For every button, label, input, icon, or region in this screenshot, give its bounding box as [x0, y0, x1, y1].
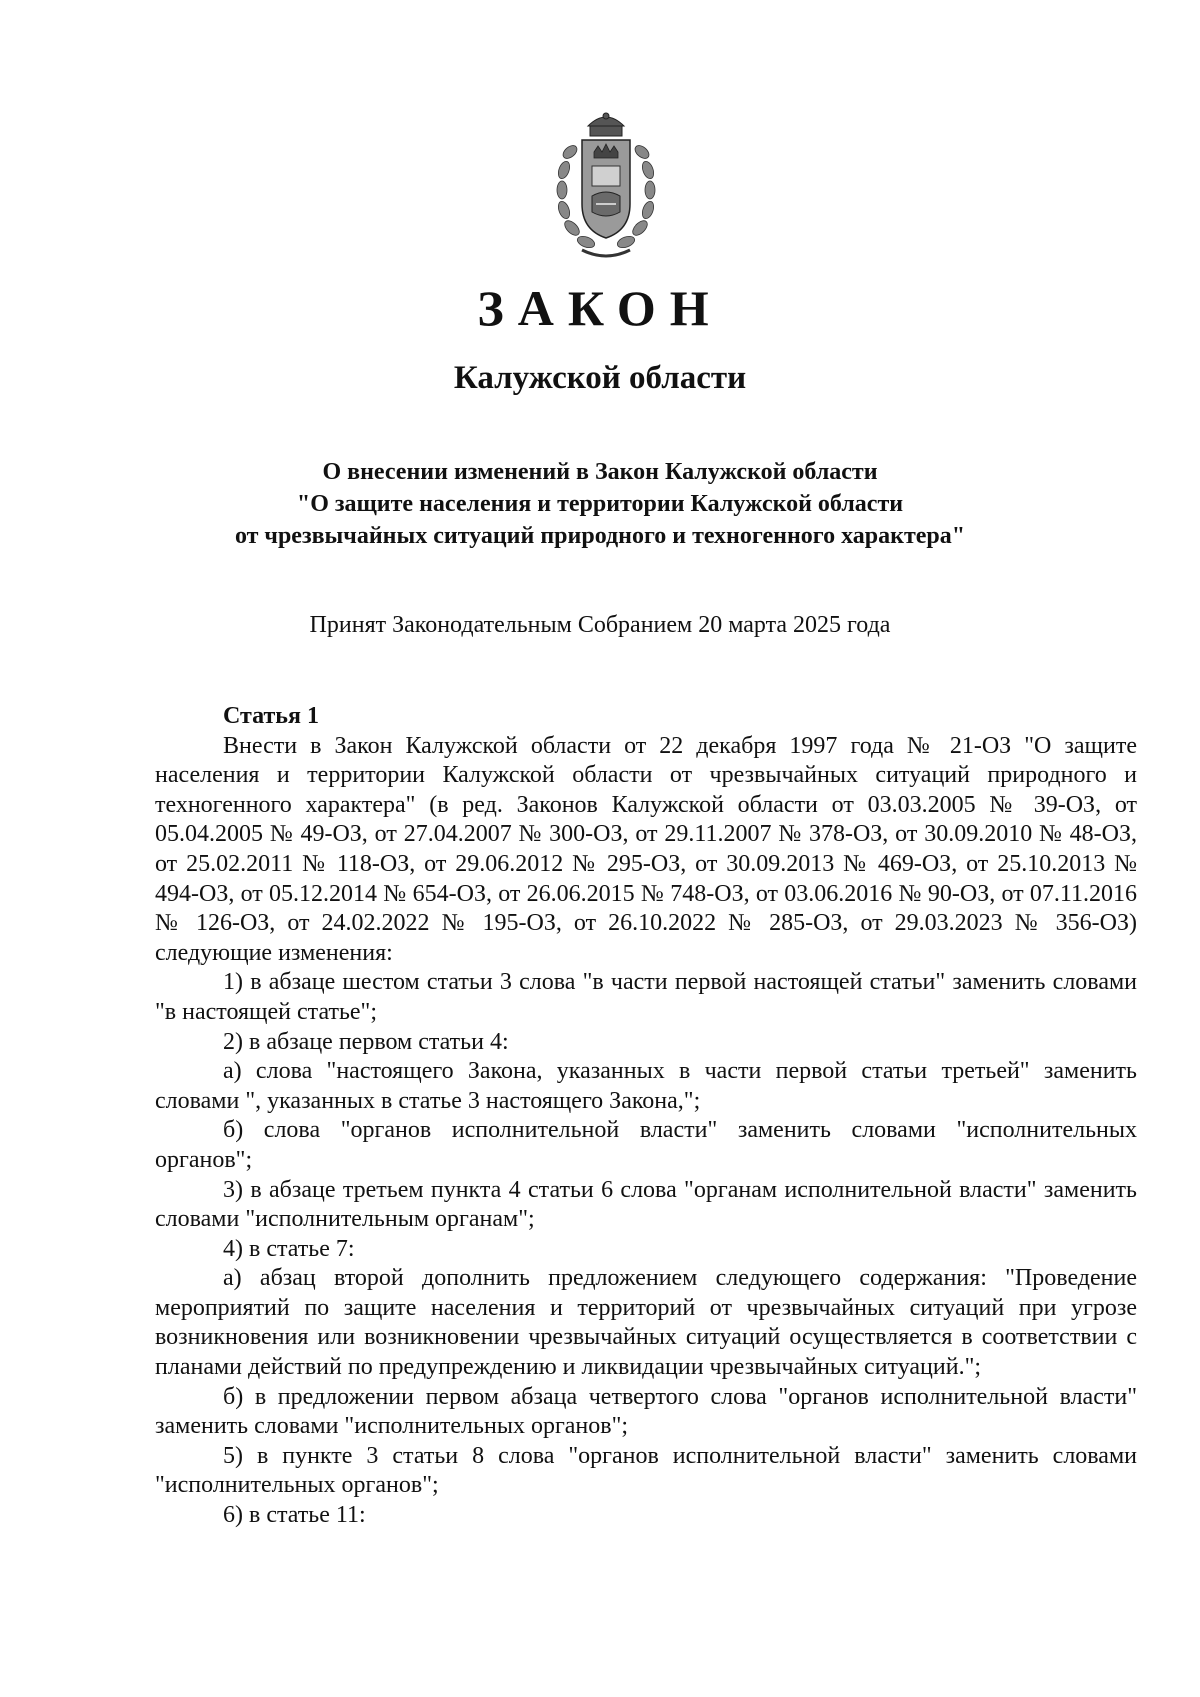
article-paragraph: Внести в Закон Калужской области от 22 декабря 1997 года № 21-ОЗ "О защите населения и территории Калужской области от чрезвычайных ситуаций природного и техногенного характера" (в ред. Законов Калужской области от 03.03.2005 № 39-ОЗ, от 05.04.2005 № 49-ОЗ, от 27.04.2007 № 300-ОЗ, от 29.11.2007 № 378-ОЗ, от 30.09.2010 № 48-ОЗ, от 25.02.2011 № 118-ОЗ, от 29.06.2012 № 295-ОЗ, от 30.09.2013 № 469-ОЗ, от 25.10.2013 № 494-ОЗ, от 05.12.2014 № 654-ОЗ, от 26.06.2015 № 748-ОЗ, от 03.06.2016 № 90-ОЗ, от 07.11.2016 № 126-ОЗ, от 24.02.2022 № 195-ОЗ, от 26.10.2022 № 285-ОЗ, от 29.03.2023 № 356-ОЗ) следующие изменения:: [155, 732, 1137, 966]
adoption-line: Принят Законодательным Собранием 20 марта 2025 года: [309, 612, 891, 638]
law-title: ЗАКОН: [477, 280, 723, 336]
region-title: Калужской области: [453, 360, 747, 396]
article-heading: Статья 1: [223, 703, 319, 729]
article-paragraph: б) слова "органов исполнительной власти" заменить словами "исполнительных органов";: [155, 1117, 1137, 1173]
article-paragraph: а) слова "настоящего Закона, указанных в части первой статьи третьей" заменить словами ", указанных в статье 3 настоящего Закона,";: [155, 1058, 1137, 1114]
article-paragraph: 2) в абзаце первом статьи 4:: [223, 1028, 509, 1055]
article-paragraph: 6) в статье 11:: [223, 1502, 366, 1529]
article-paragraph: 4) в статье 7:: [223, 1235, 355, 1262]
article-paragraph: б) в предложении первом абзаца четвертого слова "органов исполнительной власти" заменить словами "исполнительных органов";: [155, 1383, 1137, 1440]
law-subject-line-2: "О защите населения и территории Калужской области: [296, 491, 904, 517]
article-paragraph: а) абзац второй дополнить предложением следующего содержания: "Проведение мероприятий по защите населения и территорий от чрезвычайных ситуаций при угрозе возникновения или возникновении чрезвычайных ситуаций осуществляется в соответствии с планами действий по предупреждению и ликвидации чрезвычайных ситуаций.";: [155, 1265, 1137, 1381]
article-paragraph: 1) в абзаце шестом статьи 3 слова "в части первой настоящей статьи" заменить словами "в настоящей статье";: [155, 969, 1137, 1025]
article-paragraph: 3) в абзаце третьем пункта 4 статьи 6 слова "органам исполнительной власти" заменить словами "исполнительным органам";: [155, 1176, 1137, 1233]
article-body: [155, 702, 1137, 1531]
law-subject-line-3: от чрезвычайных ситуаций природного и техногенного характера": [234, 523, 966, 549]
law-subject: [0, 456, 1200, 552]
law-subject-line-1: О внесении изменений в Закон Калужской области: [322, 459, 878, 485]
article-paragraph: 5) в пункте 3 статьи 8 слова "органов исполнительной власти" заменить словами "исполнительных органов";: [155, 1442, 1137, 1499]
coat-of-arms-emblem: [552, 112, 660, 262]
